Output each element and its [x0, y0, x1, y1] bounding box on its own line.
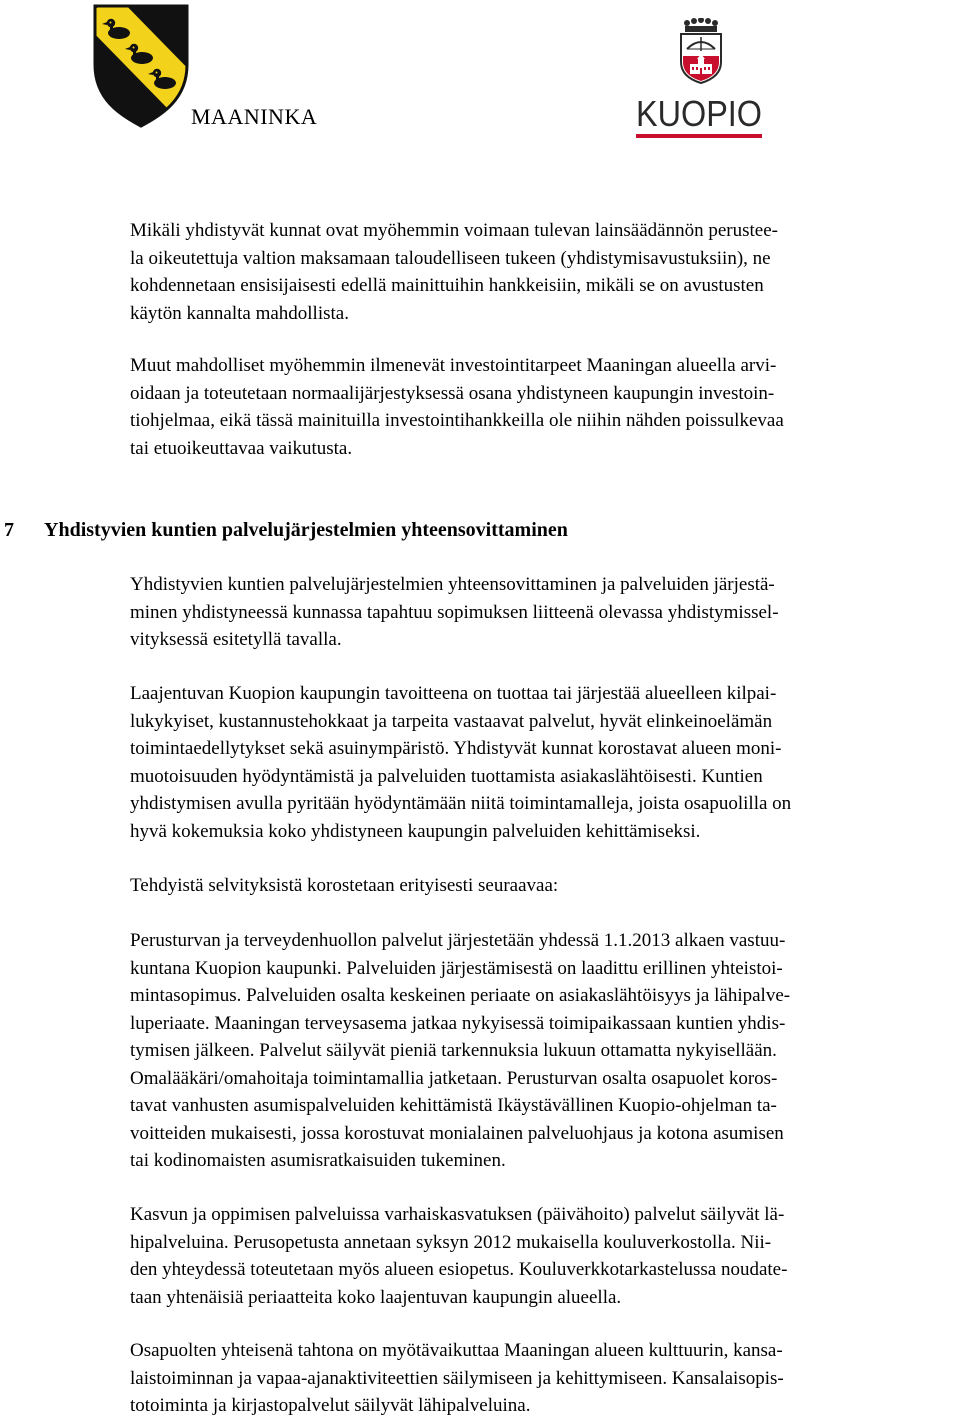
paragraph-highlights-intro: Tehdyistä selvityksistä korostetaan erityisesti seuraavaa:: [130, 875, 559, 896]
section-title: Yhdistyvien kuntien palvelujärjestelmien yhteensovittaminen: [44, 519, 568, 541]
municipality-name: MAANINKA: [191, 104, 318, 129]
paragraph-basic-security: Perusturvan ja terveydenhuollon palvelut järjestetään yhdessä 1.1.2013 alkaen vastuu- kuntana Kuopion kaupunki. Palveluiden järjestämisestä on laadittu erillinen yhteistoi- mintasopimus. Palveluiden osalta keskeinen periaate on asiakaslähtöisyys ja lähipalve- luperiaate. Maaningan terveysasema jatkaa nykyisessä toimipaikassaan kuntien yhdis- tymisen jälkeen. Palvelut säilyvät pieniä tarkennuksia lukuun ottamatta nykyisellään. Omalääkäri/omahoitaja toimintamallia jatketaan. Perusturvan osalta osapuolet koros- tavat vanhusten asumispalveluiden kehittämistä Ikäystävällinen Kuopio-ohjelman ta- voitteiden mukaisesti, jossa korostuvat monialainen palveluohjaus ja kotona asumisen tai kodinomaisten asumisratkaisuiden tukeminen.: [130, 930, 791, 1171]
kuopio-logo-text: KUOPIO: [636, 93, 762, 134]
maaninka-crest-logo: [92, 3, 190, 129]
section-number: 7: [4, 519, 14, 541]
paragraph-culture: Osapuolten yhteisenä tahtona on myötävaikuttaa Maaningan alueen kulttuurin, kansa- laistoiminnan ja vapaa-ajanaktiviteettien säilymiseen ja kehittymiseen. Kansalaisopis- totoiminta ja kirjastopalvelut säilyvät lähipalveluina.: [130, 1340, 784, 1416]
paragraph-subsidies: Mikäli yhdistyvät kunnat ovat myöhemmin voimaan tulevan lainsäädännön perustee- la oikeutettuja valtion maksamaan taloudelliseen tukeen (yhdistymisavustuksiin), ne kohdennetaan ensisijaisesti edellä mainittuihin hankkeisiin, mikäli se on avustusten käytön kannalta mahdollista.: [130, 220, 778, 324]
kuopio-coat-of-arms-logo: [677, 18, 725, 84]
paragraph-education: Kasvun ja oppimisen palveluissa varhaiskasvatuksen (päivähoito) palvelut säilyvät lä- hipalveluina. Perusopetusta annetaan syksyn 2012 mukaisella kouluverkostolla. Nii- den yhteydessä toteutetaan myös alueen esiopetus. Kouluverkkotarkastelussa noudate- taan yhtenäisiä periaatteita koko laajentuvan kaupungin alueella.: [130, 1204, 788, 1308]
paragraph-goals: Laajentuvan Kuopion kaupungin tavoitteena on tuottaa tai järjestää alueelleen kilpai- lukykyiset, kustannustehokkaat ja tarpeita vastaavat palvelut, hyvät elinkeinoelämän toimintaedellytykset sekä asuinympäristö. Yhdistyvät kunnat korostavat alueen moni- muotoisuuden hyödyntämistä ja palveluiden tuottamista asiakaslähtöisesti. Kuntien yhdistymisen avulla pyritään hyödyntämään niitä toimintamalleja, joista osapuolilla on hyvä kokemuksia koko yhdistyneen kaupungin palveluiden kehittämiseksi.: [130, 683, 792, 842]
paragraph-service-integration: Yhdistyvien kuntien palvelujärjestelmien yhteensovittaminen ja palveluiden järjestä- minen yhdistyneessä kunnassa tapahtuu sopimuksen liitteenä olevassa yhdistymissel- vityksessä esitetyllä tavalla.: [130, 574, 779, 650]
paragraph-investments: Muut mahdolliset myöhemmin ilmenevät investointitarpeet Maaningan alueella arvi- oidaan ja toteutetaan normaalijärjestyksessä osana yhdistyneen kaupungin investoin- tiohjelmaa, eikä tässä mainituilla investointihankkeilla ole niihin nähden poissulkevaa tai etuoikeuttavaa vaikutusta.: [130, 355, 784, 459]
section-heading: [4, 516, 904, 544]
kuopio-wordmark-logo: [634, 89, 764, 141]
